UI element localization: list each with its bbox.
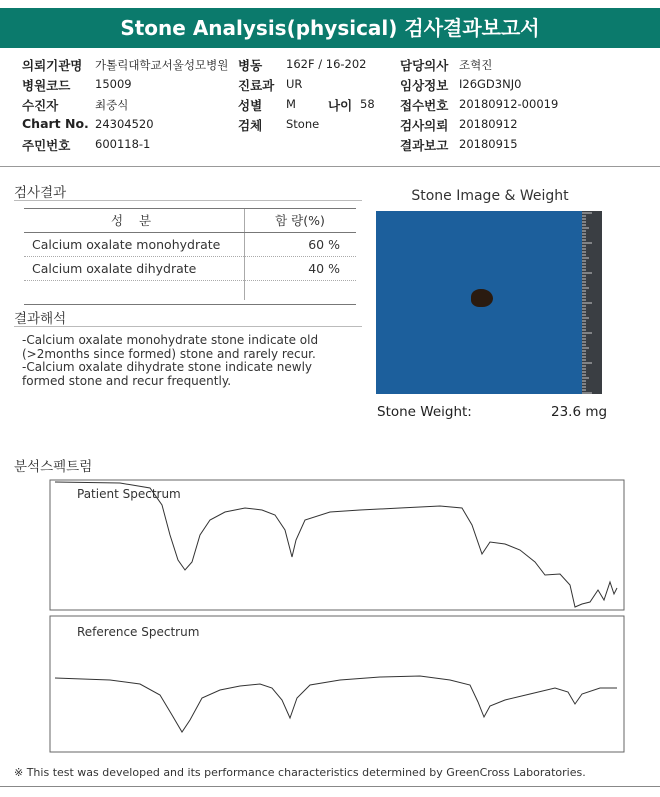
- component-name: Calcium oxalate dihydrate: [32, 261, 197, 276]
- patient-info-block: [0, 52, 660, 166]
- specimen-value: Stone: [286, 117, 320, 131]
- rrn-value: 600118-1: [95, 137, 151, 151]
- ruler: [582, 211, 602, 394]
- age-label: 나이: [328, 98, 353, 113]
- info-divider: [0, 166, 660, 167]
- clinical-info-value: I26GD3NJ0: [459, 77, 522, 91]
- table-row-empty: [24, 281, 356, 305]
- spectrum-charts: [0, 470, 660, 760]
- stone-weight-label: Stone Weight:: [377, 404, 472, 420]
- doctor-value: 조혁진: [459, 58, 493, 72]
- age-value: 58: [360, 97, 375, 111]
- request-date-value: 20180912: [459, 117, 518, 131]
- interpretation-line: (>2months since formed) stone and rarely recur.: [22, 346, 316, 361]
- report-date-value: 20180915: [459, 137, 518, 151]
- footnote: ※ This test was developed and its performance characteristics determined by GreenCross Laboratories.: [14, 766, 586, 779]
- bottom-divider: [0, 786, 660, 787]
- sex-label: 성별: [238, 98, 263, 113]
- reference-spectrum-label: Reference Spectrum: [77, 625, 200, 639]
- recipient-label: 수진자: [22, 98, 59, 113]
- receipt-no-label: 접수번호: [400, 98, 449, 113]
- dept-value: UR: [286, 77, 303, 91]
- ward-label: 병동: [238, 58, 263, 73]
- stone-image-title: Stone Image & Weight: [411, 188, 569, 204]
- results-table: [24, 208, 356, 305]
- interpretation-line: -Calcium oxalate dihydrate stone indicate newly: [22, 360, 313, 374]
- results-title-underline: [14, 200, 362, 201]
- component-value: 60 %: [308, 237, 340, 252]
- dept-label: 진료과: [238, 78, 275, 93]
- org-label: 의뢰기관명: [22, 58, 83, 73]
- report-title: Stone Analysis(physical) 검사결과보고서: [0, 8, 660, 48]
- stone-photo: [376, 211, 602, 394]
- specimen-label: 검체: [238, 118, 263, 133]
- receipt-no-value: 20180912-00019: [459, 97, 559, 111]
- chart-no-label: Chart No.: [22, 116, 89, 131]
- doctor-label: 담당의사: [400, 58, 449, 73]
- chart-no-value: 24304520: [95, 117, 154, 131]
- org-value: 가톨릭대학교서울성모병원: [95, 58, 229, 72]
- hospital-code-value: 15009: [95, 77, 132, 91]
- reference-spectrum-line: [55, 676, 617, 732]
- recipient-value: 최중식: [95, 98, 129, 112]
- table-row: [24, 233, 356, 257]
- results-section-title: 검사결과: [14, 185, 67, 201]
- interpretation-line: formed stone and recur frequently.: [22, 373, 232, 388]
- interpretation-title-underline: [14, 326, 362, 327]
- ward-value: 162F / 16-202: [286, 57, 367, 71]
- hospital-code-label: 병원코드: [22, 78, 71, 93]
- sex-value: M: [286, 97, 296, 111]
- col-component: 성 분: [110, 213, 158, 228]
- col-content: 함 량(%): [275, 213, 325, 228]
- spectrum-section-title: 분석스펙트럼: [14, 459, 93, 475]
- table-row: [24, 257, 356, 281]
- interpretation-line: -Calcium oxalate monohydrate stone indicate old: [22, 333, 319, 347]
- request-date-label: 검사의뢰: [400, 118, 449, 133]
- table-header-row: [24, 208, 356, 233]
- patient-spectrum-label: Patient Spectrum: [77, 487, 181, 501]
- stone-weight-value: 23.6 mg: [551, 404, 608, 420]
- ruler-ticks: [582, 211, 602, 394]
- interpretation-section-title: 결과해석: [14, 311, 67, 327]
- clinical-info-label: 임상정보: [400, 78, 449, 93]
- interpretation-text: [22, 334, 362, 388]
- report-date-label: 결과보고: [400, 138, 449, 153]
- component-name: Calcium oxalate monohydrate: [32, 237, 221, 252]
- kidney-stone: [471, 289, 493, 307]
- rrn-label: 주민번호: [22, 138, 71, 153]
- component-value: 40 %: [308, 261, 340, 276]
